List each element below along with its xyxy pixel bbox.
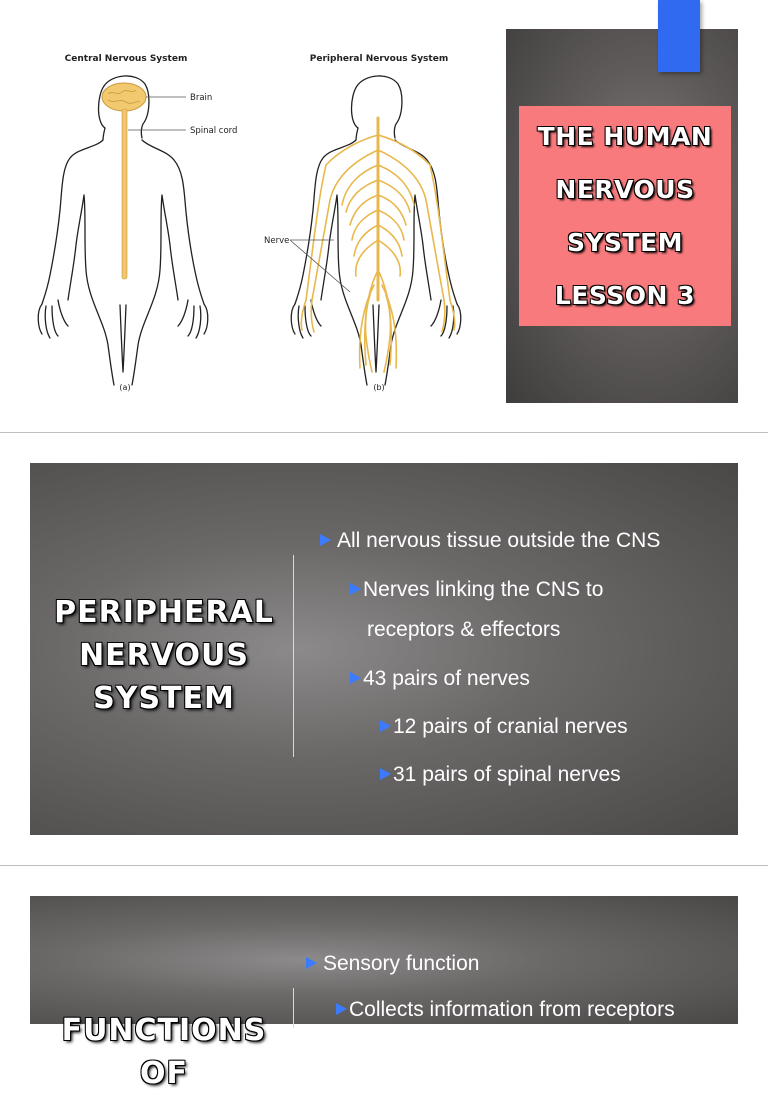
brain-label: Brain <box>190 93 213 103</box>
bullet-item-continuation: receptors & effectors <box>367 618 561 641</box>
bullet-item: Sensory function <box>306 952 479 976</box>
spinal-cord-label: Spinal cord <box>190 126 238 136</box>
heading-separator <box>293 988 294 1028</box>
bullet-arrow-icon <box>320 534 331 546</box>
bullet-item: 12 pairs of cranial nerves <box>380 715 628 739</box>
title-line: LESSON 3 <box>554 281 696 310</box>
nervous-system-diagram <box>0 0 510 410</box>
bullet-arrow-icon <box>306 957 317 969</box>
bullet-arrow-icon <box>336 1003 347 1015</box>
bullet-item: Nerves linking the CNS to <box>350 578 603 602</box>
heading-line: PERIPHERAL <box>54 595 274 630</box>
bullet-arrow-icon <box>350 672 361 684</box>
bullet-item: Collects information from receptors <box>336 998 675 1022</box>
title-line: NERVOUS <box>555 175 695 204</box>
bullet-arrow-icon <box>350 583 361 595</box>
spinal-cord-icon <box>122 109 127 279</box>
slide-heading <box>50 591 278 720</box>
title-line: SYSTEM <box>566 228 684 257</box>
accent-tab <box>658 0 700 72</box>
slide-3 <box>30 896 738 1091</box>
bullet-item: 43 pairs of nerves <box>350 667 530 691</box>
bullet-arrow-icon <box>380 720 391 732</box>
title-box <box>519 106 731 326</box>
slide-divider <box>0 865 768 866</box>
pns-body-outline <box>291 76 461 385</box>
heading-line: SYSTEM <box>93 681 235 716</box>
nerve-label: Nerve <box>264 236 290 246</box>
bullet-item: 31 pairs of spinal nerves <box>380 763 621 787</box>
cns-caption: (a) <box>119 383 131 392</box>
slide-2 <box>30 463 738 835</box>
slide-heading <box>50 1009 278 1095</box>
heading-separator <box>293 555 294 757</box>
bullet-item: All nervous tissue outside the CNS <box>320 529 660 553</box>
brain-icon <box>102 83 146 111</box>
cns-diagram-title: Central Nervous System <box>64 54 188 64</box>
pns-diagram-title: Peripheral Nervous System <box>309 54 449 64</box>
title-line: THE HUMAN <box>537 122 713 151</box>
bullet-arrow-icon <box>380 768 391 780</box>
slide-divider <box>0 432 768 433</box>
pns-caption: (b) <box>373 383 385 392</box>
heading-line: FUNCTIONS OF <box>61 1013 267 1091</box>
heading-line: NERVOUS <box>79 638 249 673</box>
